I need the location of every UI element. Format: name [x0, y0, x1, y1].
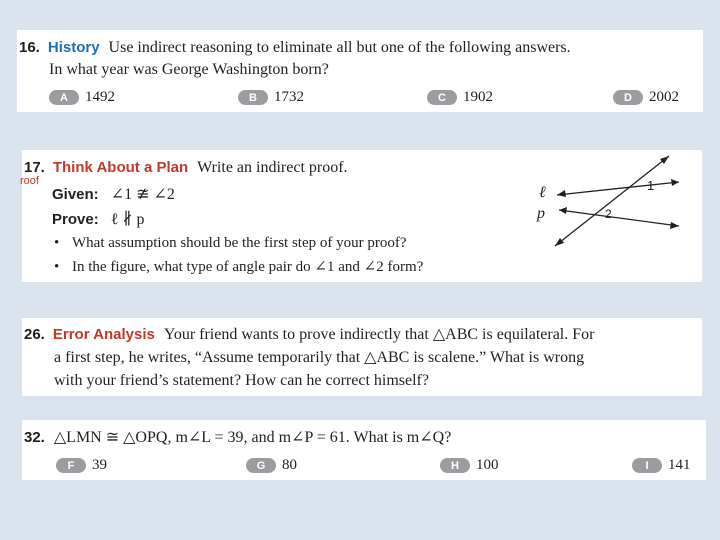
- problem-26-line1: Your friend wants to prove indirectly that △ABC is equilateral. For: [163, 326, 595, 343]
- choice-d-letter: D: [613, 90, 643, 105]
- choice-f-value: 39: [92, 457, 107, 473]
- choice-a-value: 1492: [85, 89, 115, 105]
- problem-16-line2: In what year was George Washington born?: [49, 61, 329, 78]
- problem-16-card: [17, 30, 703, 112]
- given-text: ∠1 ≇ ∠2: [110, 186, 175, 203]
- choice-g[interactable]: [246, 457, 297, 474]
- choice-a-letter: A: [49, 90, 79, 105]
- choice-g-letter: G: [246, 458, 276, 473]
- choice-i[interactable]: [632, 457, 691, 474]
- choice-c-letter: C: [427, 90, 457, 105]
- problem-17-intro: Write an indirect proof.: [197, 159, 348, 176]
- angle-2-label: 2: [605, 207, 612, 221]
- problem-26-line3: with your friend’s statement? How can he correct himself?: [54, 372, 429, 389]
- transversal-line: [555, 156, 669, 246]
- bullet-1: [54, 235, 407, 252]
- problem-32-card: [22, 420, 706, 480]
- prove-label: Prove:: [52, 211, 99, 228]
- bullet-1-dot: •: [54, 235, 60, 251]
- problem-26-line2: a first step, he writes, “Assume temporarily that △ABC is scalene.” What is wrong: [54, 349, 585, 366]
- problem-16-number: 16.: [19, 39, 40, 56]
- choice-b[interactable]: [238, 89, 304, 106]
- problem-26-number: 26.: [24, 326, 45, 343]
- choice-b-value: 1732: [274, 89, 304, 105]
- prove-text: ℓ ∦ p: [110, 211, 145, 228]
- angle-1-label: 1: [647, 178, 655, 193]
- bullet-2: [54, 257, 423, 276]
- choice-i-value: 141: [668, 457, 691, 473]
- line-p-arrow-right: [670, 222, 679, 229]
- choice-f[interactable]: [56, 457, 107, 474]
- label-p: p: [537, 205, 545, 222]
- bullet-1-text: What assumption should be the first step of your proof?: [72, 235, 407, 251]
- line-l-arrow-left: [557, 190, 566, 197]
- problem-17-card: [22, 150, 702, 282]
- choice-c-value: 1902: [463, 89, 493, 105]
- problem-17-label: Think About a Plan: [52, 159, 189, 176]
- line-p-arrow-left: [559, 207, 567, 214]
- label-l: ℓ: [539, 184, 546, 201]
- choice-i-letter: I: [632, 458, 662, 473]
- line-l: [557, 182, 679, 195]
- bullet-2-dot: •: [54, 259, 60, 275]
- parallel-lines-figure: [527, 150, 697, 278]
- choice-d-value: 2002: [649, 89, 679, 105]
- choice-h-letter: H: [440, 458, 470, 473]
- problem-32-text: △LMN ≅ △OPQ, m∠L = 39, and m∠P = 61. What is m∠Q?: [53, 429, 452, 446]
- line-l-arrow-right: [671, 179, 679, 186]
- choice-d[interactable]: [613, 89, 679, 106]
- given-label: Given:: [52, 186, 99, 203]
- bullet-2-text: In the figure, what type of angle pair do ∠1 and ∠2 form?: [72, 259, 424, 275]
- problem-32-number: 32.: [24, 429, 45, 446]
- problem-26-card: [22, 318, 702, 396]
- choice-h[interactable]: [440, 457, 499, 474]
- choice-f-letter: F: [56, 458, 86, 473]
- problem-16-line1: Use indirect reasoning to eliminate all but one of the following answers.: [108, 39, 571, 56]
- choice-b-letter: B: [238, 90, 268, 105]
- choice-h-value: 100: [476, 457, 499, 473]
- choice-a[interactable]: [49, 89, 115, 106]
- problem-16-label: History: [47, 39, 100, 56]
- problem-26-label: Error Analysis: [52, 326, 155, 343]
- line-p: [559, 210, 679, 226]
- choice-c[interactable]: [427, 89, 493, 106]
- problem-17-number: 17.: [24, 159, 45, 176]
- proof-side-tab: roof: [20, 175, 39, 187]
- choice-g-value: 80: [282, 457, 297, 473]
